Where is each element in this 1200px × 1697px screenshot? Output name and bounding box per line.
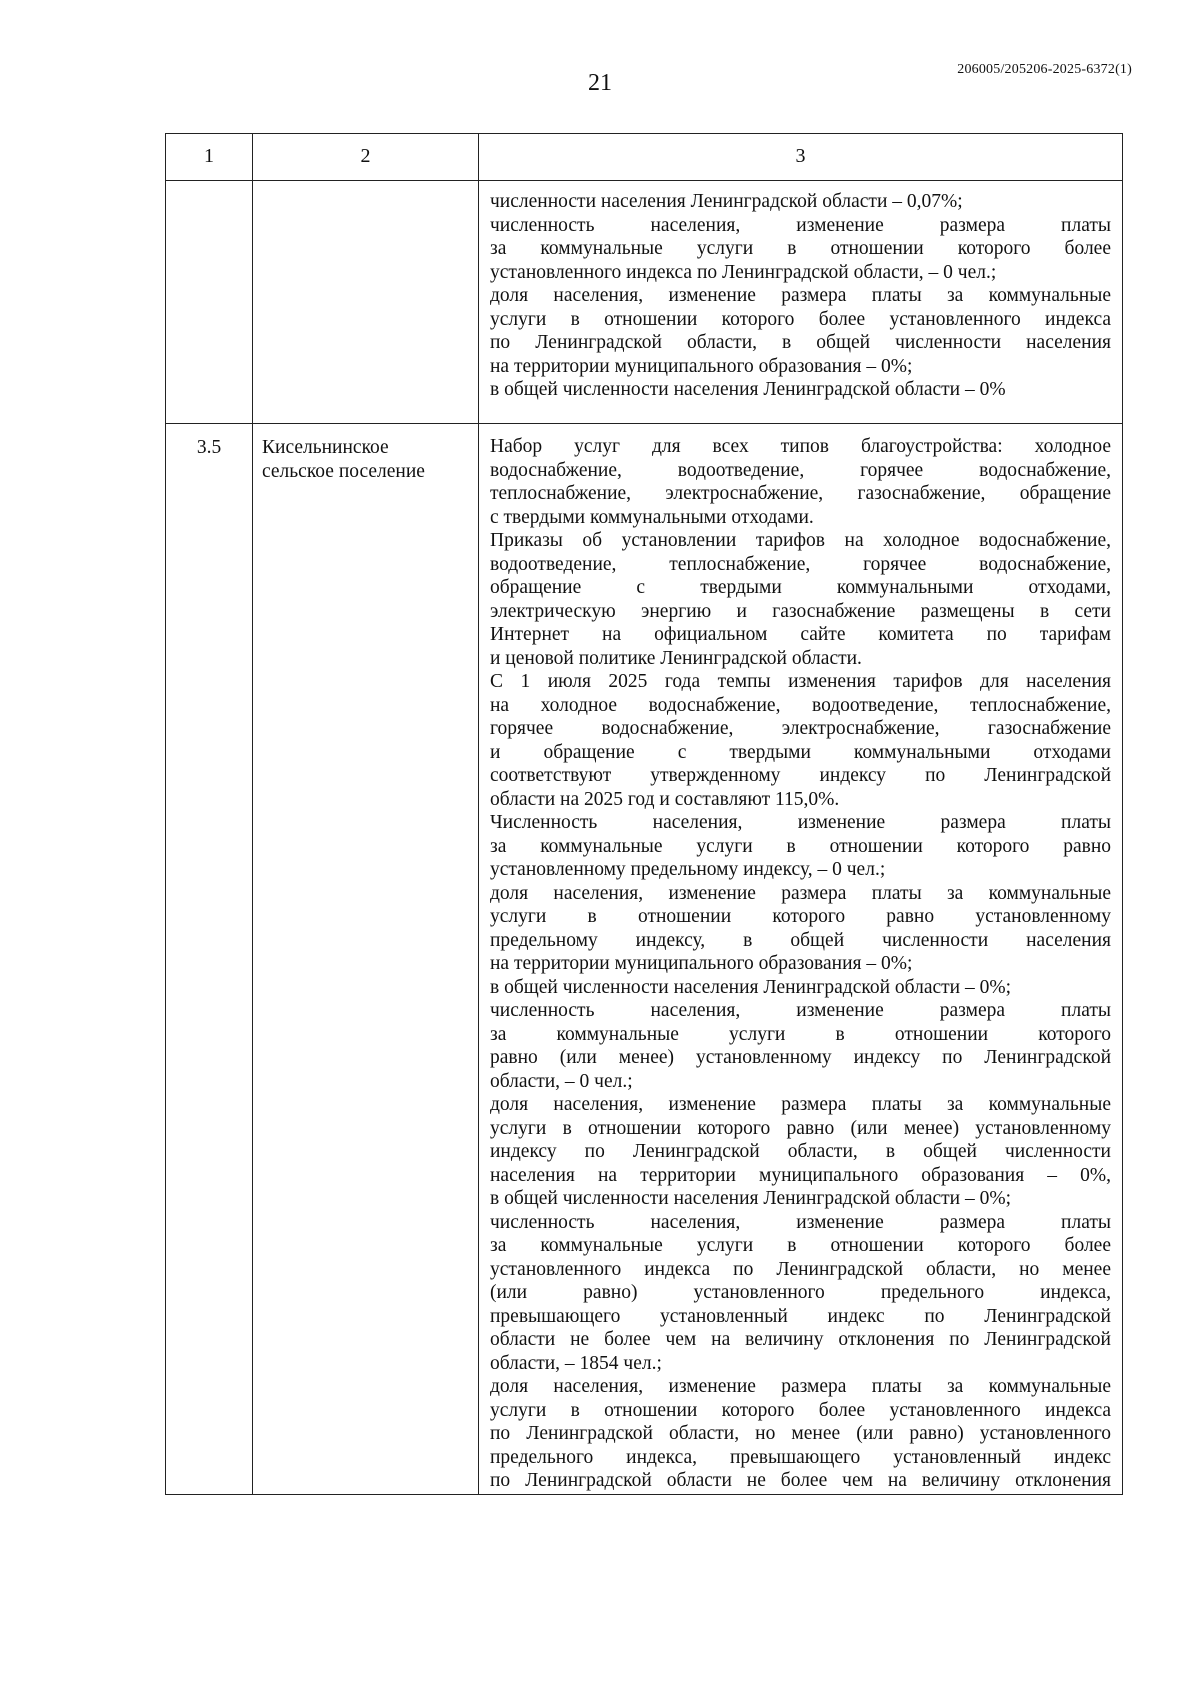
text-line: за коммунальные услуги в отношении которого — [490, 1023, 1111, 1045]
text-line: за коммунальные услуги в отношении которого более — [490, 1235, 1111, 1256]
text-line: водоснабжение, водоотведение, горячее водоснабжение, — [490, 459, 1111, 481]
settlement-name-cell — [253, 181, 479, 424]
text-line: на холодное водоснабжение, водоотведение, теплоснабжение, — [490, 694, 1111, 716]
text-line: доля населения, изменение размера платы за коммунальные — [490, 285, 1111, 306]
text-line: численность населения, изменение размера платы — [490, 214, 1111, 236]
text-line: предельного индекса, превышающего установленный индекс — [490, 1446, 1111, 1468]
data-table — [165, 133, 1123, 1495]
table-row — [166, 181, 1123, 424]
text-line: и ценовой политике Ленинградской области. — [490, 647, 862, 669]
text-line: по Ленинградской области, в общей численности населения — [490, 332, 1111, 353]
text-line: индексу по Ленинградской области, в общей численности — [490, 1141, 1111, 1162]
text-line: услуги в отношении которого равно (или менее) установленному — [490, 1117, 1111, 1139]
text-line: и обращение с твердыми коммунальными отходами — [490, 741, 1111, 763]
table-row — [166, 424, 1123, 1495]
text-line: установленного индекса по Ленинградской области, – 0 чел.; — [490, 261, 997, 283]
text-line: на территории муниципального образования – 0%; — [490, 355, 913, 377]
description-cell — [479, 181, 1123, 424]
text-line: Численность населения, изменение размера платы — [490, 812, 1111, 833]
text-line: предельному индексу, в общей численности населения — [490, 929, 1111, 951]
text-line: С 1 июля 2025 года темпы изменения тарифов для населения — [490, 671, 1111, 692]
text-line: услуги в отношении которого более установленного индекса — [490, 308, 1111, 330]
text-line: соответствуют утвержденному индексу по Ленинградской — [490, 765, 1111, 786]
text-line: населения на территории муниципального образования – 0%, — [490, 1164, 1111, 1186]
text-line: за коммунальные услуги в отношении которого более — [490, 238, 1111, 259]
text-line: численности населения Ленинградской области – 0,07%; — [490, 191, 963, 212]
settlement-name-line: Кисельнинское — [262, 437, 389, 458]
text-line: доля населения, изменение размера платы за коммунальные — [490, 1376, 1111, 1397]
column-header-3: 3 — [479, 134, 1123, 181]
settlement-name-line: сельское поселение — [262, 460, 425, 482]
text-line: области, – 0 чел.; — [490, 1070, 633, 1092]
text-line: на территории муниципального образования – 0%; — [490, 953, 913, 974]
text-line: установленному предельному индексу, – 0 чел.; — [490, 859, 886, 880]
text-line: услуги в отношении которого более установленного индекса — [490, 1399, 1111, 1421]
text-line: Приказы об установлении тарифов на холодное водоснабжение, — [490, 530, 1111, 551]
row-number-cell — [166, 181, 253, 424]
text-line: теплоснабжение, электроснабжение, газоснабжение, обращение — [490, 483, 1111, 504]
text-line: области, – 1854 чел.; — [490, 1352, 662, 1374]
column-header-1: 1 — [166, 134, 253, 181]
text-line: области на 2025 год и составляют 115,0%. — [490, 788, 840, 810]
text-line: (или равно) установленного предельного индекса, — [490, 1282, 1111, 1303]
description-text — [480, 425, 1121, 1493]
text-line: установленного индекса по Ленинградской области, но менее — [490, 1258, 1111, 1280]
description-text — [480, 182, 1121, 402]
text-line: равно (или менее) установленному индексу по Ленинградской — [490, 1047, 1111, 1068]
text-line: обращение с твердыми коммунальными отходами, — [490, 577, 1111, 598]
text-line: горячее водоснабжение, электроснабжение, газоснабжение — [490, 718, 1111, 739]
description-cell — [479, 424, 1123, 1495]
settlement-name-cell — [253, 424, 479, 1495]
text-line: превышающего установленный индекс по Ленинградской — [490, 1305, 1111, 1327]
table-header-row — [166, 134, 1123, 181]
text-line: электрическую энергию и газоснабжение размещены в сети — [490, 600, 1111, 622]
document-registration-code: 206005/205206-2025-6372(1) — [957, 62, 1132, 77]
text-line: за коммунальные услуги в отношении которого равно — [490, 835, 1111, 857]
text-line: по Ленинградской области не более чем на величину отклонения — [490, 1470, 1111, 1491]
text-line: Интернет на официальном сайте комитета по тарифам — [490, 624, 1111, 645]
text-line: доля населения, изменение размера платы за коммунальные — [490, 882, 1111, 904]
text-line: по Ленинградской области, но менее (или равно) установленного — [490, 1423, 1111, 1444]
text-line: с твердыми коммунальными отходами. — [490, 506, 814, 528]
text-line: водоотведение, теплоснабжение, горячее водоснабжение, — [490, 553, 1111, 575]
text-line: в общей численности населения Ленинградской области – 0%; — [490, 976, 1012, 998]
column-header-2: 2 — [253, 134, 479, 181]
row-number: 3.5 — [196, 437, 222, 458]
text-line: в общей численности населения Ленинградской области – 0% — [490, 379, 1006, 400]
text-line: в общей численности населения Ленинградской области – 0%; — [490, 1188, 1012, 1209]
text-line: услуги в отношении которого равно установленному — [490, 906, 1111, 927]
page-number: 21 — [588, 70, 612, 96]
text-line: Набор услуг для всех типов благоустройства: холодное — [490, 436, 1111, 457]
text-line: доля населения, изменение размера платы за коммунальные — [490, 1094, 1111, 1115]
text-line: области не более чем на величину отклонения по Ленинградской — [490, 1329, 1111, 1350]
row-number — [167, 182, 251, 193]
settlement-name — [254, 425, 477, 483]
settlement-name — [254, 182, 477, 193]
text-line: численность населения, изменение размера платы — [490, 1211, 1111, 1233]
text-line: численность населения, изменение размера платы — [490, 1000, 1111, 1021]
row-number-cell — [166, 424, 253, 1495]
